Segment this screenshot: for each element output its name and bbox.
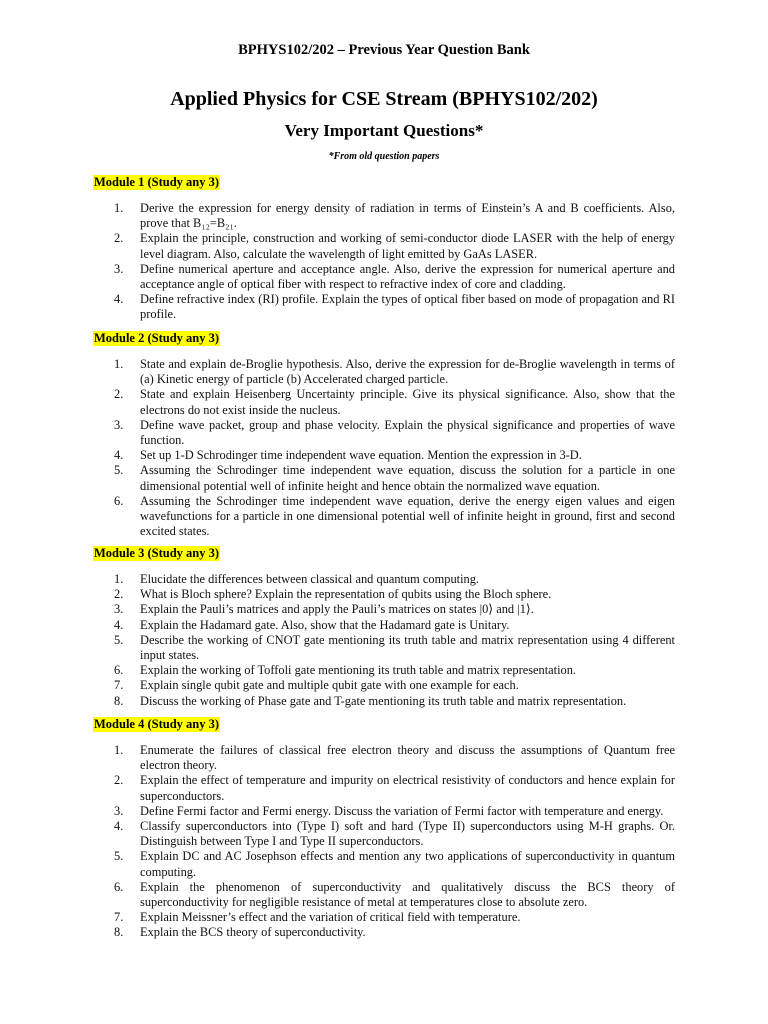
- question-item: 2. Explain the principle, construction and working of semi-conductor diode LASER with the help of energy level diagram. Also, calculate the wavelength of light emitted by GaAs LASER.: [114, 231, 675, 261]
- question-item: 1. Elucidate the differences between classical and quantum computing.: [114, 572, 480, 586]
- question-item: 8. Explain the BCS theory of superconductivity.: [114, 925, 366, 940]
- question-item: 7. Explain single qubit gate and multiple qubit gate with one example for each.: [114, 678, 519, 693]
- question-item: 3. Explain the Pauli’s matrices and apply the Pauli’s matrices on states |0⟩ and |1⟩.: [114, 602, 534, 617]
- question-item: 4. Set up 1-D Schrodinger time independent wave equation. Mention the expression in 3-D.: [114, 448, 582, 463]
- question-item: 4. Define refractive index (RI) profile. Explain the types of optical fiber based on mode of propagation and RI profile.: [114, 292, 675, 322]
- module-2-heading: Module 2 (Study any 3): [94, 331, 220, 345]
- module-2-section: [93, 329, 675, 539]
- module-1-question-list: [93, 201, 675, 323]
- question-item: 5. Assuming the Schrodinger time independent wave equation, discuss the solution for a particle in one dimensional potential well of infinite height and hence obtain the normalized wave equation.: [114, 463, 675, 493]
- module-3-section: [93, 544, 675, 709]
- module-3-heading: Module 3 (Study any 3): [94, 546, 220, 560]
- module-2-question-list: [93, 357, 675, 539]
- source-note: *From old question papers: [328, 151, 440, 162]
- question-item: 2. What is Bloch sphere? Explain the representation of qubits using the Bloch sphere.: [114, 587, 552, 602]
- question-item: 1. Enumerate the failures of classical free electron theory and discuss the assumptions of Quantum free electron theory.: [114, 743, 675, 773]
- question-item: 8. Discuss the working of Phase gate and T-gate mentioning its truth table and matrix representation.: [114, 693, 627, 708]
- page-header: BPHYS102/202 – Previous Year Question Bank: [238, 42, 530, 58]
- question-item: 5. Describe the working of CNOT gate mentioning its truth table and matrix representation using 4 different input states.: [114, 632, 675, 663]
- module-4-heading: Module 4 (Study any 3): [94, 717, 220, 731]
- question-item: 3. Define Fermi factor and Fermi energy. Discuss the variation of Fermi factor with temperature and energy.: [114, 803, 664, 818]
- question-item: 6. Explain the phenomenon of superconductivity and qualitatively discuss the BCS theory of superconductivity for negligible resistance of metal at temperatures close to absolute zero.: [114, 879, 675, 910]
- question-item: 7. Explain Meissner’s effect and the variation of critical field with temperature.: [114, 910, 521, 925]
- question-item: 1. Derive the expression for energy density of radiation in terms of Einstein’s A and B coefficients. Also, prove that B₁₂=B₂₁.: [114, 201, 675, 231]
- question-item: 4. Classify superconductors into (Type I) soft and hard (Type II) superconductors using M-H graphs. Or. Distinguish between Type I and Type II superconductors.: [114, 819, 675, 849]
- document-title: Applied Physics for CSE Stream (BPHYS102/202): [170, 88, 598, 110]
- module-1-heading: Module 1 (Study any 3): [94, 175, 220, 189]
- module-4-section: [93, 715, 675, 941]
- question-item: 5. Explain DC and AC Josephson effects and mention any two applications of superconductivity in quantum computing.: [114, 849, 675, 879]
- question-item: 3. Define wave packet, group and phase velocity. Explain the physical significance and properties of wave function.: [114, 417, 675, 448]
- module-3-question-list: [93, 572, 675, 709]
- document-subtitle: Very Important Questions*: [284, 121, 484, 140]
- question-item: 1. State and explain de-Broglie hypothesis. Also, derive the expression for de-Broglie wavelength in terms of (a) Kinetic energy of particle (b) Accelerated charged particle.: [114, 357, 675, 387]
- question-item: 4. Explain the Hadamard gate. Also, show that the Hadamard gate is Unitary.: [114, 617, 510, 632]
- question-item: 2. State and explain Heisenberg Uncertainty principle. Give its physical significance. Also, show that the electrons do not exist inside the nucleus.: [114, 387, 675, 417]
- module-4-question-list: [93, 743, 675, 941]
- question-item: 6. Explain the working of Toffoli gate mentioning its truth table and matrix representation.: [114, 663, 577, 678]
- question-item: 2. Explain the effect of temperature and impurity on electrical resistivity of conductors and hence explain for superconductors.: [114, 773, 675, 803]
- question-item: 6. Assuming the Schrodinger time independent wave equation, derive the energy eigen values and eigen wavefunctions for a particle in one dimensional potential well of infinite height in ground, first and second excited states.: [114, 493, 675, 539]
- question-item: 3. Define numerical aperture and acceptance angle. Also, derive the expression for numerical aperture and acceptance angle of optical fiber with respect to refractive index of core and cladding.: [114, 261, 675, 292]
- module-1-section: [93, 173, 675, 323]
